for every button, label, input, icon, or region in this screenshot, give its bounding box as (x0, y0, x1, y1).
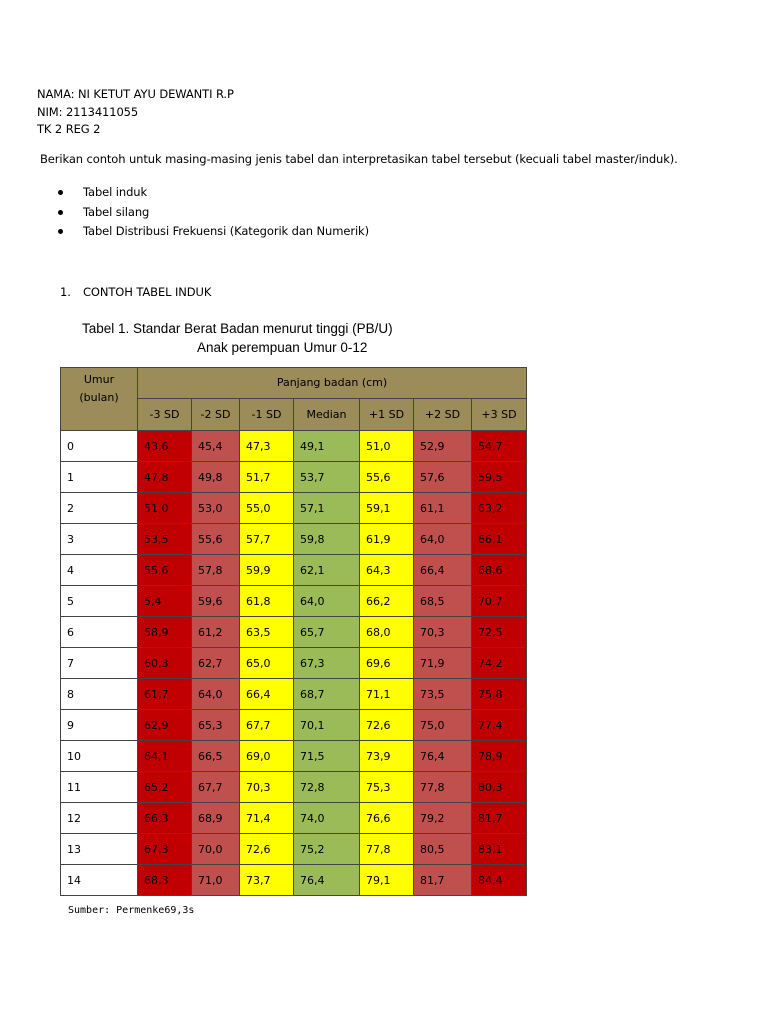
value-cell: 75,2 (294, 834, 360, 865)
value-cell: 74,0 (294, 803, 360, 834)
value-cell: 71,1 (360, 679, 414, 710)
bullet-label: Tabel Distribusi Frekuensi (Kategorik dan Numerik) (83, 224, 369, 238)
value-cell: 84,4 (472, 865, 527, 896)
table-row (61, 865, 527, 896)
value-cell: 61,8 (240, 586, 294, 617)
age-cell: 5 (61, 586, 138, 617)
value-cell: 73,9 (360, 741, 414, 772)
value-cell: 79,2 (414, 803, 472, 834)
age-cell: 12 (61, 803, 138, 834)
value-cell: 79,1 (360, 865, 414, 896)
caption-line-1: Tabel 1. Standar Berat Badan menurut tinggi (PB/U) (82, 321, 393, 336)
table-row (61, 679, 527, 710)
value-cell: 57,8 (192, 555, 240, 586)
value-cell: 76,4 (414, 741, 472, 772)
column-header: -1 SD (240, 398, 294, 430)
section-number: 1. (60, 285, 71, 299)
value-cell: 59,8 (294, 524, 360, 555)
value-cell: 61,9 (360, 524, 414, 555)
value-cell: 59,6 (192, 586, 240, 617)
value-cell: 70,3 (240, 772, 294, 803)
column-header: +1 SD (360, 398, 414, 430)
value-cell: 57,1 (294, 493, 360, 524)
value-cell: 59,1 (360, 493, 414, 524)
value-cell: 51,0 (138, 493, 192, 524)
value-cell: 66,5 (192, 741, 240, 772)
student-nim: NIM: 2113411055 (37, 104, 139, 119)
umur-header (61, 368, 138, 431)
value-cell: 65,0 (240, 648, 294, 679)
value-cell: 68,0 (360, 617, 414, 648)
table-row (61, 834, 527, 865)
table-row (61, 710, 527, 741)
value-cell: 64,0 (414, 524, 472, 555)
value-cell: 65,3 (192, 710, 240, 741)
value-cell: 65,7 (294, 617, 360, 648)
value-cell: 68,7 (294, 679, 360, 710)
value-cell: 51,0 (360, 431, 414, 462)
value-cell: 76,6 (360, 803, 414, 834)
value-cell: 67,3 (294, 648, 360, 679)
value-cell: 64,1 (138, 741, 192, 772)
value-cell: 53,5 (138, 524, 192, 555)
umur-header-line-1: Umur (83, 373, 115, 386)
section-title: CONTOH TABEL INDUK (83, 285, 212, 299)
table-row (61, 803, 527, 834)
value-cell: 63,5 (240, 617, 294, 648)
student-info (37, 86, 234, 139)
value-cell: 59,5 (472, 462, 527, 493)
value-cell: 67,7 (192, 772, 240, 803)
value-cell: 70,1 (294, 710, 360, 741)
value-cell: 49,8 (192, 462, 240, 493)
value-cell: 52,9 (414, 431, 472, 462)
growth-standard-table (60, 367, 527, 896)
value-cell: 45,4 (192, 431, 240, 462)
value-cell: 49,1 (294, 431, 360, 462)
student-name: NAMA: NI KETUT AYU DEWANTI R.P (37, 87, 234, 101)
bullet-label: Tabel induk (83, 185, 148, 199)
value-cell: 68,6 (472, 555, 527, 586)
column-header: Median (294, 398, 360, 430)
age-cell: 0 (61, 431, 138, 462)
value-cell: 75,3 (360, 772, 414, 803)
value-cell: 75,8 (472, 679, 527, 710)
age-cell: 13 (61, 834, 138, 865)
table-row (61, 741, 527, 772)
value-cell: 64,0 (294, 586, 360, 617)
value-cell: 72,6 (240, 834, 294, 865)
value-cell: 66,4 (240, 679, 294, 710)
value-cell: 70,3 (414, 617, 472, 648)
bullet-label: Tabel silang (83, 204, 150, 219)
length-group-header: Panjang badan (cm) (138, 368, 527, 399)
value-cell: 57,7 (240, 524, 294, 555)
value-cell: 66,2 (360, 586, 414, 617)
age-cell: 1 (61, 462, 138, 493)
value-cell: 60,3 (138, 648, 192, 679)
value-cell: 72,8 (294, 772, 360, 803)
value-cell: 72,6 (360, 710, 414, 741)
value-cell: 73,7 (240, 865, 294, 896)
column-header: +2 SD (414, 398, 472, 430)
value-cell: 43,6 (138, 431, 192, 462)
caption-line-2: Anak perempuan Umur 0-12 (197, 340, 368, 355)
value-cell: 53,7 (294, 462, 360, 493)
value-cell: 71,0 (192, 865, 240, 896)
bullet-item (55, 184, 369, 204)
value-cell: 75,0 (414, 710, 472, 741)
value-cell: 81,7 (472, 803, 527, 834)
value-cell: 77,4 (472, 710, 527, 741)
student-class: TK 2 REG 2 (37, 122, 101, 136)
value-cell: 77,8 (414, 772, 472, 803)
value-cell: 55,6 (360, 462, 414, 493)
value-cell: 55,6 (192, 524, 240, 555)
table-row (61, 493, 527, 524)
bullet-item (55, 223, 369, 243)
value-cell: 66,4 (414, 555, 472, 586)
value-cell: 77,8 (360, 834, 414, 865)
value-cell: 80,3 (472, 772, 527, 803)
column-header: -3 SD (138, 398, 192, 430)
value-cell: 73,5 (414, 679, 472, 710)
bullet-icon (58, 229, 63, 234)
age-cell: 9 (61, 710, 138, 741)
value-cell: 62,7 (192, 648, 240, 679)
value-cell: 76,4 (294, 865, 360, 896)
value-cell: 71,5 (294, 741, 360, 772)
value-cell: 68,3 (138, 865, 192, 896)
value-cell: 71,9 (414, 648, 472, 679)
value-cell: 62,9 (138, 710, 192, 741)
instruction-text: Berikan contoh untuk masing-masing jenis tabel dan interpretasikan tabel tersebut (kecuali tabel master/induk). (40, 152, 678, 166)
value-cell: 63,2 (472, 493, 527, 524)
value-cell: 78,9 (472, 741, 527, 772)
age-cell: 14 (61, 865, 138, 896)
value-cell: 81,7 (414, 865, 472, 896)
section-heading (60, 285, 211, 299)
value-cell: 47,3 (240, 431, 294, 462)
value-cell: 72,5 (472, 617, 527, 648)
value-cell: 57,6 (414, 462, 472, 493)
value-cell: 59,9 (240, 555, 294, 586)
umur-header-line-2: (bulan) (79, 391, 119, 404)
value-cell: 64,3 (360, 555, 414, 586)
age-cell: 7 (61, 648, 138, 679)
value-cell: 55,6 (138, 555, 192, 586)
age-cell: 10 (61, 741, 138, 772)
age-cell: 2 (61, 493, 138, 524)
column-header: +3 SD (472, 398, 527, 430)
table-source: Sumber: Permenke69,3s (68, 905, 195, 916)
value-cell: 51,7 (240, 462, 294, 493)
value-cell: 70,0 (192, 834, 240, 865)
value-cell: 71,4 (240, 803, 294, 834)
value-cell: 65,2 (138, 772, 192, 803)
column-header: -2 SD (192, 398, 240, 430)
bullet-icon (58, 190, 63, 195)
age-cell: 4 (61, 555, 138, 586)
value-cell: 66,1 (472, 524, 527, 555)
table-row (61, 648, 527, 679)
age-cell: 8 (61, 679, 138, 710)
value-cell: 47,8 (138, 462, 192, 493)
age-cell: 6 (61, 617, 138, 648)
value-cell: 5,4 (138, 586, 192, 617)
table-row (61, 586, 527, 617)
table-row (61, 431, 527, 462)
age-cell: 11 (61, 772, 138, 803)
bullet-item (55, 204, 369, 224)
value-cell: 53,0 (192, 493, 240, 524)
value-cell: 64,0 (192, 679, 240, 710)
bullet-list (55, 184, 369, 243)
value-cell: 80,5 (414, 834, 472, 865)
value-cell: 74,2 (472, 648, 527, 679)
value-cell: 55,0 (240, 493, 294, 524)
table-row (61, 462, 527, 493)
value-cell: 61,1 (414, 493, 472, 524)
value-cell: 69,0 (240, 741, 294, 772)
value-cell: 61,2 (192, 617, 240, 648)
bullet-icon (58, 210, 63, 215)
value-cell: 62,1 (294, 555, 360, 586)
table-row (61, 617, 527, 648)
value-cell: 54,7 (472, 431, 527, 462)
value-cell: 61,7 (138, 679, 192, 710)
table-row (61, 772, 527, 803)
table-row (61, 524, 527, 555)
value-cell: 67,3 (138, 834, 192, 865)
table-row (61, 555, 527, 586)
value-cell: 69,6 (360, 648, 414, 679)
value-cell: 68,9 (192, 803, 240, 834)
table-caption (82, 319, 393, 357)
value-cell: 70,7 (472, 586, 527, 617)
age-cell: 3 (61, 524, 138, 555)
value-cell: 58,9 (138, 617, 192, 648)
value-cell: 68,5 (414, 586, 472, 617)
value-cell: 67,7 (240, 710, 294, 741)
value-cell: 83,1 (472, 834, 527, 865)
value-cell: 66,3 (138, 803, 192, 834)
